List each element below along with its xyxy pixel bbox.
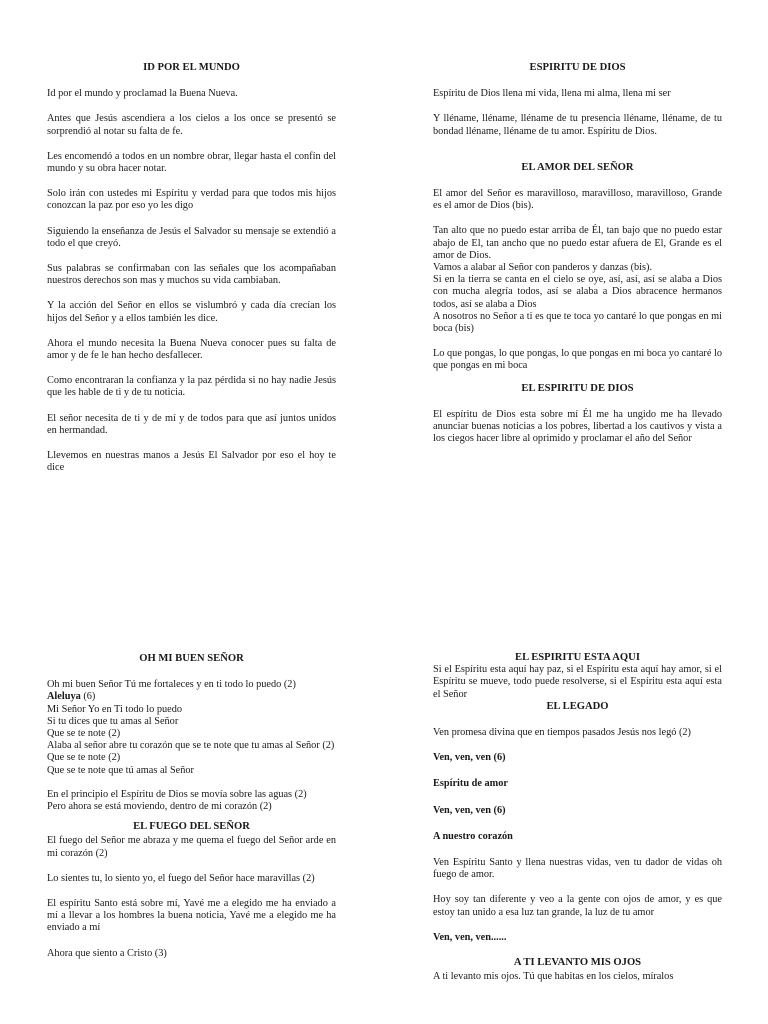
verse: El espíritu de Dios esta sobre mí Él me ha ungido me ha llevado anunciar buenas noticias a los pobres, libertad a los cautivos y vista a los ciegos hacer libre al oprimido y proclamar el año del Señor (433, 408, 722, 445)
song-title: EL ESPIRITU ESTA AQUI (515, 652, 640, 663)
song-id-por-el-mundo (47, 62, 336, 487)
verse: Hoy soy tan diferente y veo a la gente con ojos de amor, y es que estoy tan unido a esa luz tan grande, la luz de tu amor (433, 894, 722, 918)
lyric-line: Que se te note (2) (47, 728, 121, 740)
verse: Si en la tierra se canta en el cielo se oye, así, así, así se alaba a Dios con mucha alegría todos, así se alaba a Dios abracence hermanos todos, así se alaba a Dios (433, 274, 722, 310)
chorus-line: A nuestro corazón (433, 830, 513, 842)
verse: Ven Espíritu Santo y llena nuestras vidas, ven tu dador de vidas oh fuego de amor. (433, 857, 722, 881)
verse: Siguiendo la enseñanza de Jesús el Salvador su mensaje se extendió a todo el que creyó. (47, 225, 336, 249)
lyric-line: Oh mi buen Señor Tú me fortaleces y en ti todo lo puedo (2) (47, 679, 296, 691)
lyric-line: Que se te note (2) (47, 752, 121, 764)
verse: Si el Espíritu esta aquí hay paz, si el Espíritu esta aquí hay amor, si el Espíritu se mueve, todo puede resolverse, si el Espíritu esta aquí esta el Señor (433, 664, 722, 700)
verse: Tan alto que no puedo estar arriba de Él, tan bajo que no puedo estar abajo de El, tan ancho que no puedo estar afuera de El, Grande es el amor de Dios. (433, 225, 722, 261)
verse: Y la acción del Señor en ellos se vislumbró y cada día crecían los hijos del Señor y a ellos también les dice. (47, 300, 336, 324)
verse: Sus palabras se confirmaban con las señales que los acompañaban nuestros derechos son mas y muchos su vida cambiaban. (47, 263, 336, 287)
verse: Vamos a alabar al Señor con panderos y danzas (bis). (433, 262, 653, 274)
song-title: OH MI BUEN SEÑOR (139, 653, 244, 664)
lyric-line: En el principio el Espíritu de Dios se movía sobre las aguas (2) (47, 788, 307, 800)
verse: Ahora el mundo necesita la Buena Nueva conocer pues su falta de amor y de fe le han hecho desfallecer. (47, 337, 336, 362)
lyric-line: Alaba al señor abre tu corazón que se te note que tu amas al Señor (2) (47, 740, 335, 752)
lyric-line: Si tu dices que tu amas al Señor (47, 715, 179, 727)
aleluya-label: Aleluya (47, 691, 81, 703)
song-title: ID POR EL MUNDO (143, 62, 240, 73)
verse: Ven promesa divina que en tiempos pasados Jesús nos legó (2) (433, 727, 691, 739)
songs-espiritu-de-dios (433, 62, 722, 458)
lyric-line (47, 691, 336, 703)
verse: Llevemos en nuestras manos a Jesús El Salvador por eso el hoy te dice (47, 450, 336, 474)
songs-el-espiritu-esta-aqui (433, 652, 722, 996)
chorus-line: Ven, ven, ven (6) (433, 752, 506, 764)
verse: Id por el mundo y proclamad la Buena Nueva. (47, 88, 238, 100)
verse: Les encomendó a todos en un nombre obrar, llegar hasta el confín del mundo y su obra hacer notar. (47, 150, 336, 175)
song-title: A TI LEVANTO MIS OJOS (513, 957, 642, 969)
song-title: EL AMOR DEL SEÑOR (521, 161, 634, 173)
chorus-line: Ven, ven, ven...... (433, 931, 507, 943)
verse: El amor del Señor es maravilloso, maravilloso, maravilloso, Grande es el amor de Dios (bis). (433, 188, 722, 212)
lyric-line: Que se te note que tú amas al Señor (47, 764, 194, 776)
verse: El señor necesita de ti y de mí y de todos para que así juntos unidos en hermandad. (47, 412, 336, 436)
song-title: EL ESPIRITU DE DIOS (521, 382, 634, 394)
verse: Antes que Jesús ascendiera a los cielos a los once se presentó se sorprendió al notar su falta de fe. (47, 113, 336, 137)
verse: Ahora que siento a Cristo (3) (47, 947, 167, 959)
verse: Solo irán con ustedes mi Espíritu y verdad para que todos mis hijos conozcan la paz por eso yo les digo (47, 188, 336, 212)
verse: Y lléname, lléname, lléname de tu presencia lléname, lléname, de tu bondad lléname, lléname de tu amor. Espíritu de Dios. (433, 113, 722, 137)
repeat-count: (6) (80, 691, 96, 703)
verse: A ti levanto mis ojos. Tú que habitas en los cielos, míralos (433, 971, 674, 983)
verse: Lo sientes tu, lo siento yo, el fuego del Señor hace maravillas (2) (47, 872, 315, 884)
lyric-line: Pero ahora se está moviendo, dentro de mi corazón (2) (47, 801, 272, 813)
verse: El fuego del Señor me abraza y me quema el fuego del Señor arde en mi corazón (2) (47, 835, 336, 859)
verse: El espíritu Santo está sobre mí, Yavé me a elegido me ha enviado a mí a llevar a los hombres la buena noticia, Yavé me a elegido me ha enviado a mí (47, 898, 336, 934)
verse: A nosotros no Señor a ti es que te toca yo cantaré lo que pongas en mi boca (bis) (433, 310, 722, 335)
song-title: EL LEGADO (546, 700, 609, 712)
lyric-line: Mi Señor Yo en Ti todo lo puedo (47, 703, 183, 715)
song-title: EL FUEGO DEL SEÑOR (133, 821, 250, 833)
song-title: ESPIRITU DE DIOS (529, 62, 626, 73)
songs-oh-mi-buen-senor (47, 653, 336, 973)
verse: Espíritu de Dios llena mi vida, llena mi alma, llena mi ser (433, 88, 671, 100)
verse: Como encontraran la confianza y la paz pérdida si no hay nadie Jesús que les hable de ti y de tu noticia. (47, 375, 336, 399)
chorus-line: Espíritu de amor (433, 778, 508, 790)
chorus-line: Ven, ven, ven (6) (433, 804, 506, 816)
verse: Lo que pongas, lo que pongas, lo que pongas en mi boca yo cantaré lo que pongas en mi boca (433, 348, 722, 372)
